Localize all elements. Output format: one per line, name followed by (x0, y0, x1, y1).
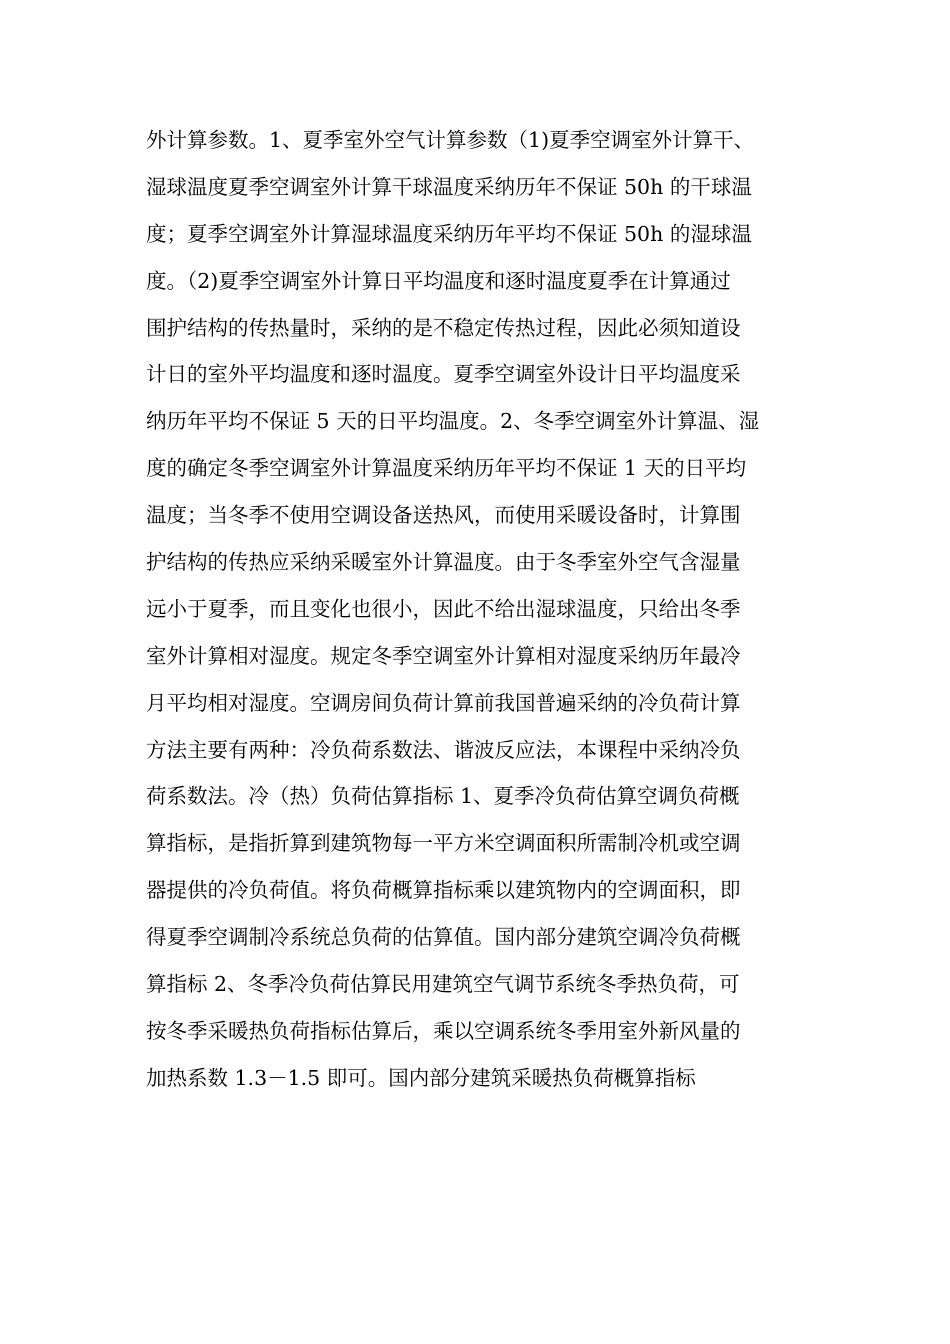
text-line-9: 温度；当冬季不使用空调设备送热风，而使用采暖设备时，计算围 (146, 503, 741, 528)
text-line-20: 按冬季采暖热负荷指标估算后，乘以空调系统冬季用室外新风量的 (146, 1018, 741, 1043)
text-line-12: 室外计算相对湿度。规定冬季空调室外计算相对湿度采纳历年最冷 (146, 643, 741, 668)
text-line-5: 围护结构的传热量时，采纳的是不稳定传热过程，因此必须知道设 (146, 315, 741, 340)
text-line-6: 计日的室外平均温度和逐时温度。夏季空调室外设计日平均温度采 (146, 362, 741, 387)
text-line-16: 算指标，是指折算到建筑物每一平方米空调面积所需制冷机或空调 (146, 831, 741, 856)
text-line-10: 护结构的传热应采纳采暖室外计算温度。由于冬季室外空气含湿量 (146, 550, 741, 575)
text-line-18: 得夏季空调制冷系统总负荷的估算值。国内部分建筑空调冷负荷概 (146, 925, 741, 950)
text-line-19: 算指标 2、冬季冷负荷估算民用建筑空气调节系统冬季热负荷，可 (146, 972, 740, 997)
text-line-13: 月平均相对湿度。空调房间负荷计算前我国普遍采纳的冷负荷计算 (146, 690, 741, 715)
text-line-21: 加热系数 1.3－1.5 即可。国内部分建筑采暖热负荷概算指标 (146, 1065, 696, 1090)
text-line-3: 度；夏季空调室外计算湿球温度采纳历年平均不保证 50h 的湿球温 (146, 221, 752, 246)
text-line-1: 外计算参数。1、夏季室外空气计算参数（1)夏季空调室外计算干、 (146, 128, 755, 152)
text-line-17: 器提供的冷负荷值。将负荷概算指标乘以建筑物内的空调面积，即 (146, 878, 741, 903)
text-line-11: 远小于夏季，而且变化也很小，因此不给出湿球温度，只给出冬季 (146, 596, 741, 621)
text-line-4: 度。（2)夏季空调室外计算日平均温度和逐时温度夏季在计算通过 (146, 268, 731, 293)
text-line-7: 纳历年平均不保证 5 天的日平均温度。2、冬季空调室外计算温、湿 (146, 409, 760, 434)
text-line-15: 荷系数法。冷（热）负荷估算指标 1、夏季冷负荷估算空调负荷概 (146, 784, 740, 809)
text-line-2: 湿球温度夏季空调室外计算干球温度采纳历年不保证 50h 的干球温 (146, 174, 752, 199)
text-line-14: 方法主要有两种：冷负荷系数法、谐波反应法，本课程中采纳冷负 (146, 737, 741, 762)
body-paragraph (146, 117, 826, 1102)
text-line-8: 度的确定冬季空调室外计算温度采纳历年平均不保证 1 天的日平均 (146, 456, 747, 481)
